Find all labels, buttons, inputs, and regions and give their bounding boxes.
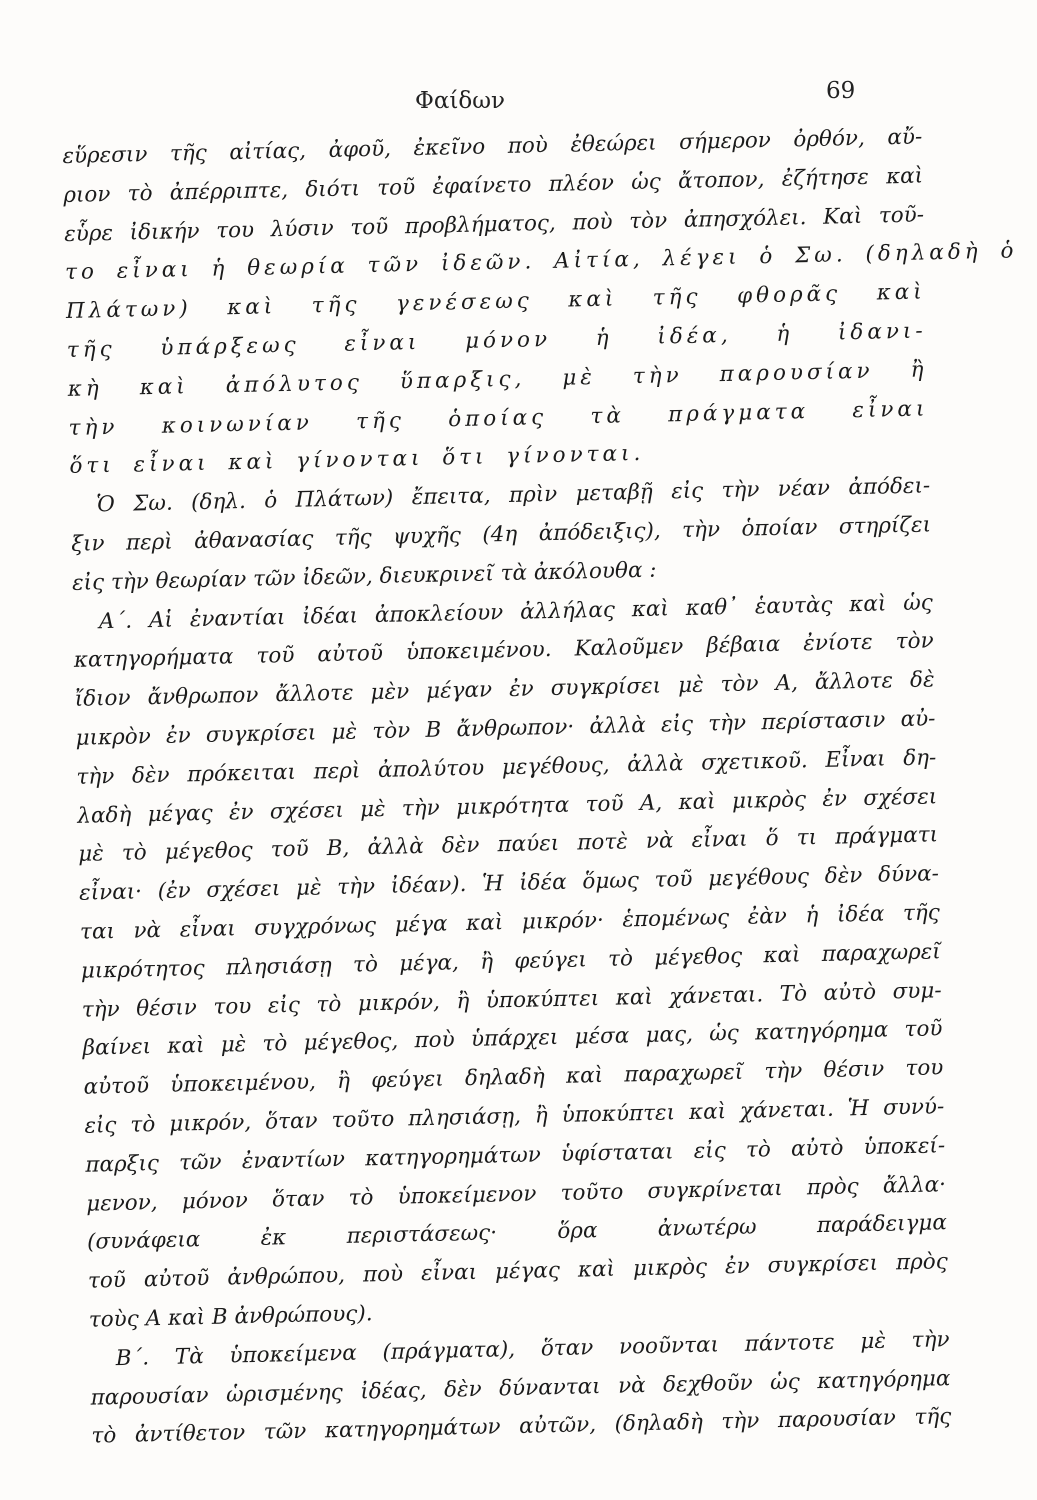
text-line: λαδὴ μέγας ἐν σχέσει μὲ τὴν μικρότητα τοῦ Α, καὶ μικρὸς ἐν σχέσει (77, 783, 938, 829)
body-text (62, 118, 1018, 1456)
text-line: κατηγορήματα τοῦ αὐτοῦ ὑποκειμένου. Καλοῦμεν βέβαια ἐνίοτε τὸν (73, 628, 934, 674)
page-number: 69 (826, 78, 856, 104)
text-line: εὗρε ἰδικήν του λύσιν τοῦ προβλήματος, ποὺ τὸν ἀπησχόλει. Καὶ τοῦ- (63, 202, 925, 247)
text-line: μενον, μόνον ὅταν τὸ ὑποκείμενον τοῦτο συγκρίνεται πρὸς ἄλλα· (85, 1171, 947, 1217)
text-line: τὴν δὲν πρόκειται περὶ ἀπολύτου μεγέθους, ἀλλὰ σχετικοῦ. Εἶναι δη- (76, 745, 937, 790)
running-head-title: Φαίδων (415, 88, 505, 114)
text-line: Ὁ Σω. (δηλ. ὁ Πλάτων) ἔπειτα, πρὶν μεταβῇ εἰς τὴν νέαν ἀπόδει- (96, 473, 931, 518)
text-line: Β΄. Τὰ ὑποκείμενα (πράγματα), ὅταν νοοῦνται πάντοτε μὲ τὴν (115, 1326, 950, 1371)
text-line: ἴδιον ἄνθρωπον ἄλλοτε μὲν μέγαν ἐν συγκρίσει μὲ τὸν Α, ἄλλοτε δὲ (74, 667, 935, 713)
text-line: τὴν θέσιν του εἰς τὸ μικρόν, ἢ ὑποκύπτει καὶ χάνεται. Τὸ αὐτὸ συμ- (81, 977, 942, 1023)
text-line: εἰς τὴν θεωρίαν τῶν ἰδεῶν, διευκρινεῖ τὰ ἀκόλουθα : (71, 557, 657, 596)
text-line: το εἶναι ἡ θεωρία τῶν ἰδεῶν. Αἰτία, λέγει ὁ Σω. (δηλαδὴ ὁ (64, 238, 1018, 286)
text-line: Α΄. Αἱ ἐναντίαι ἰδέαι ἀποκλείουν ἀλλήλας καὶ καθ᾽ ἑαυτὰς καὶ ὡς (98, 589, 934, 634)
text-line: μικρότητος πλησιάσῃ τὸ μέγα, ἢ φεύγει τὸ μέγεθος καὶ παραχωρεῖ (80, 939, 941, 984)
text-line: τοῦ αὐτοῦ ἀνθρώπου, ποὺ εἶναι μέγας καὶ μικρὸς ἐν συγκρίσει πρὸς (87, 1249, 949, 1294)
text-line: τὴν κοινωνίαν τῆς ὁποίας τὰ πράγματα εἶναι (68, 395, 929, 441)
text-line: μικρὸν ἐν συγκρίσει μὲ τὸν Β ἄνθρωπον· ἀλλὰ εἰς τὴν περίστασιν αὐ- (75, 706, 936, 751)
text-line: παρουσίαν ὡρισμένης ἰδέας, δὲν δύνανται νὰ δεχθοῦν ὡς κατηγόρημα (90, 1365, 951, 1411)
text-line: τῆς ὑπάρξεως εἶναι μόνον ἡ ἰδέα, ἡ ἰδανι- (66, 318, 927, 363)
text-line: παρξις τῶν ἐναντίων κατηγορημάτων ὑφίσταται εἰς τὸ αὐτὸ ὑποκεί- (85, 1132, 946, 1178)
text-line: εἰς τὸ μικρόν, ὅταν τοῦτο πλησιάσῃ, ἢ ὑποκύπτει καὶ χάνεται. Ἡ συνύ- (84, 1094, 945, 1139)
text-line: Πλάτων) καὶ τῆς γενέσεως καὶ τῆς φθορᾶς καὶ (65, 279, 927, 325)
text-line: τοὺς Α καὶ Β ἀνθρώπους). (88, 1301, 373, 1333)
text-line: τὸ ἀντίθετον τῶν κατηγορημάτων αὐτῶν, (δηλαδὴ τὴν παρουσίαν τῆς (91, 1404, 952, 1449)
text-line: εὕρεσιν τῆς αἰτίας, ἀφοῦ, ἐκεῖνο ποὺ ἐθεώρει σήμερον ὀρθόν, αὔ- (62, 124, 923, 169)
text-line: ται νὰ εἶναι συγχρόνως μέγα καὶ μικρόν· ἑπομένως ἐὰν ἡ ἰδέα τῆς (79, 900, 941, 945)
text-line: κὴ καὶ ἀπόλυτος ὕπαρξις, μὲ τὴν παρουσίαν ἢ (67, 357, 928, 402)
text-line: ὅτι εἶναι καὶ γίνονται ὅτι γίνονται. (69, 441, 645, 480)
text-line: ξιν περὶ ἀθανασίας τῆς ψυχῆς (4η ἀπόδειξις), τὴν ὁποίαν στηρίζει (70, 512, 932, 557)
text-line: εἶναι· (ἐν σχέσει μὲ τὴν ἰδέαν). Ἡ ἰδέα ὅμως τοῦ μεγέθους δὲν δύνα- (78, 861, 940, 906)
text-line: αὐτοῦ ὑποκειμένου, ἢ φεύγει δηλαδὴ καὶ παραχωρεῖ τὴν θέσιν του (83, 1055, 944, 1100)
text-line: ριον τὸ ἀπέρριπτε, διότι τοῦ ἐφαίνετο πλέον ὡς ἄτοπον, ἐζήτησε καὶ (63, 163, 924, 208)
text-line: (συνάφεια ἐκ περιστάσεως· ὅρα ἀνωτέρω παράδειγμα (86, 1210, 948, 1256)
text-line: μὲ τὸ μέγεθος τοῦ Β, ἀλλὰ δὲν παύει ποτὲ νὰ εἶναι ὅ τι πράγματι (77, 822, 939, 868)
text-line: βαίνει καὶ μὲ τὸ μέγεθος, ποὺ ὑπάρχει μέσα μας, ὡς κατηγόρημα τοῦ (82, 1016, 943, 1062)
